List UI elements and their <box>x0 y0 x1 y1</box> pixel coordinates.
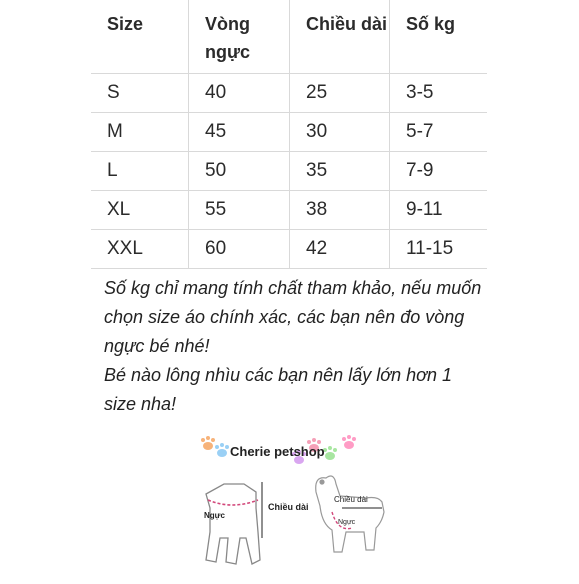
measurement-diagram <box>196 432 386 579</box>
diagram-svg <box>196 432 386 579</box>
note-weight-reference: Số kg chỉ mang tính chất tham khảo, nếu muốn chọn size áo chính xác, các bạn nên đo vòng ngực bé nhé! <box>104 278 482 356</box>
header-size: Size <box>91 0 189 73</box>
cell-size: L <box>91 152 189 190</box>
cell-chest: 55 <box>189 191 290 229</box>
label-length-dog: Chiều dài <box>334 495 368 504</box>
label-chest: Ngực <box>204 511 225 520</box>
note-long-fur: Bé nào lông nhìu các bạn nên lấy lớn hơn 1 size nha! <box>104 365 453 414</box>
cell-size: M <box>91 113 189 151</box>
label-length: Chiều dài <box>268 502 309 512</box>
header-length: Chiều dài <box>290 0 390 73</box>
table-row <box>91 74 487 113</box>
shirt-outline-icon <box>206 484 260 564</box>
cell-length: 25 <box>290 74 390 112</box>
brand-name: Cherie petshop <box>230 444 325 459</box>
header-weight: Số kg <box>406 14 456 34</box>
cell-chest: 40 <box>189 74 290 112</box>
table-header-row <box>91 0 487 74</box>
cell-weight: 5-7 <box>406 121 434 142</box>
cell-length: 38 <box>290 191 390 229</box>
cell-weight: 3-5 <box>406 82 434 103</box>
cell-size: XXL <box>91 230 189 268</box>
header-chest: Vòng ngực <box>189 0 290 73</box>
cell-weight: 9-11 <box>406 199 443 220</box>
cell-length: 42 <box>290 230 390 268</box>
cell-weight: 7-9 <box>406 160 434 181</box>
cell-length: 30 <box>290 113 390 151</box>
table-row <box>91 113 487 152</box>
size-note <box>104 274 484 419</box>
label-chest-dog: Ngực <box>338 519 356 526</box>
cell-chest: 50 <box>189 152 290 190</box>
dog-outline-icon <box>316 476 384 552</box>
cell-length: 35 <box>290 152 390 190</box>
cell-weight: 11-15 <box>406 238 454 259</box>
cell-chest: 60 <box>189 230 290 268</box>
cell-size: XL <box>91 191 189 229</box>
size-table <box>91 0 487 269</box>
cell-size: S <box>91 74 189 112</box>
cell-chest: 45 <box>189 113 290 151</box>
table-row <box>91 152 487 191</box>
paw-print-icon <box>201 436 229 457</box>
chest-measure-line <box>208 500 258 505</box>
table-row <box>91 230 487 269</box>
table-row <box>91 191 487 230</box>
